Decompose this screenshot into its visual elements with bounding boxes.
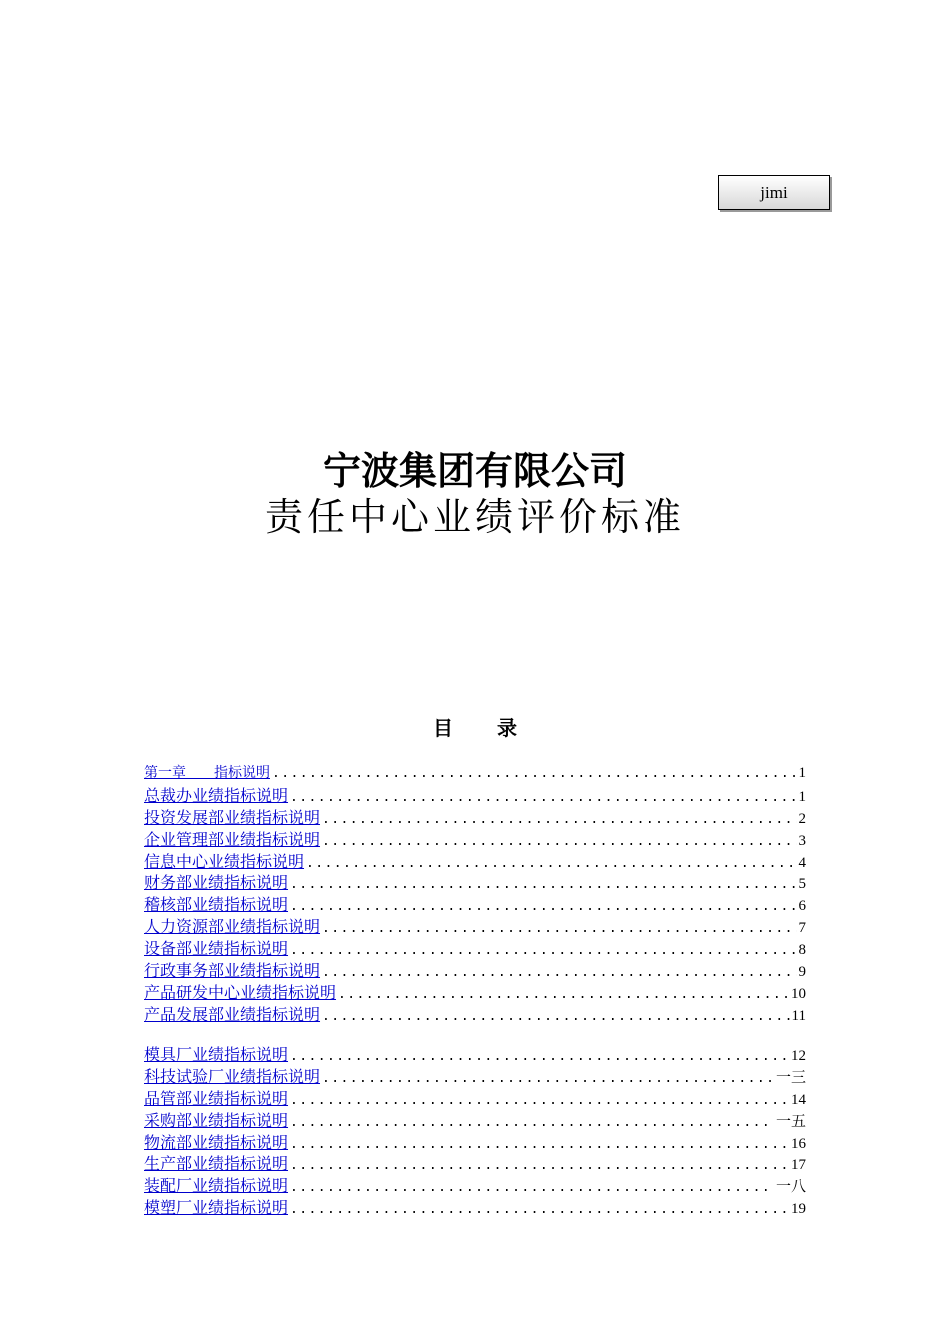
toc-dot-leader	[290, 1155, 789, 1177]
toc-dot-leader	[290, 940, 796, 962]
toc-entry-link[interactable]: 稽核部业绩指标说明	[144, 895, 289, 915]
toc-dot-leader	[290, 874, 796, 896]
toc-dot-leader	[290, 1046, 789, 1068]
toc-page-number: 9	[798, 964, 806, 981]
toc-entry-link[interactable]: 采购部业绩指标说明	[144, 1110, 289, 1130]
toc-entry[interactable]	[144, 872, 806, 894]
toc-dot-leader	[322, 831, 796, 853]
toc-entry[interactable]	[144, 1044, 806, 1066]
toc-entry-link[interactable]: 产品研发中心业绩指标说明	[144, 982, 337, 1002]
toc-entry[interactable]	[144, 938, 806, 960]
toc-entry[interactable]	[144, 982, 806, 1004]
toc-entry-link[interactable]: 行政事务部业绩指标说明	[144, 961, 321, 981]
toc-page-number: 12	[791, 1048, 806, 1064]
toc-entry[interactable]	[144, 785, 806, 807]
toc-entry[interactable]	[144, 1004, 806, 1026]
toc-entry-link[interactable]: 模具厂业绩指标说明	[144, 1045, 289, 1064]
toc-entry[interactable]	[144, 1066, 806, 1088]
toc-page-number: 1	[798, 788, 806, 805]
toc-entry[interactable]	[144, 1153, 806, 1175]
toc-entry[interactable]	[144, 1132, 806, 1154]
toc-entry-link[interactable]: 装配厂业绩指标说明	[144, 1176, 289, 1196]
toc-dot-leader	[290, 1177, 774, 1199]
toc-entry-link[interactable]: 第一章 指标说明	[144, 765, 270, 781]
toc-entry[interactable]	[144, 1110, 806, 1132]
toc-dot-leader	[290, 896, 796, 918]
toc-dot-leader	[322, 1068, 774, 1090]
toc-entry[interactable]	[144, 1175, 806, 1197]
toc-dot-leader	[306, 853, 796, 875]
toc-entry[interactable]	[144, 960, 806, 982]
toc-page-number: 7	[798, 920, 806, 937]
toc-entry[interactable]	[144, 894, 806, 916]
author-tag-box	[718, 175, 830, 210]
toc-entry-link[interactable]: 信息中心业绩指标说明	[144, 851, 305, 871]
toc-entry-link[interactable]: 产品发展部业绩指标说明	[144, 1004, 321, 1024]
toc-entry-link[interactable]: 人力资源部业绩指标说明	[144, 917, 321, 937]
toc-dot-leader	[290, 1090, 789, 1112]
toc-page-number: 4	[798, 854, 806, 871]
toc-heading: 目录	[433, 716, 561, 740]
toc-page-number: 6	[798, 898, 806, 915]
toc-page-number: 16	[791, 1135, 806, 1152]
toc-entry[interactable]	[144, 807, 806, 829]
company-title: 宁波集团有限公司	[322, 449, 627, 493]
toc-page-number: 1	[798, 765, 806, 781]
toc-page-number: 11	[791, 1007, 806, 1024]
toc-entry-link[interactable]: 企业管理部业绩指标说明	[144, 829, 321, 849]
toc-dot-leader	[322, 809, 796, 831]
toc-dot-leader	[322, 962, 796, 984]
toc-entry-link[interactable]: 品管部业绩指标说明	[144, 1088, 289, 1108]
toc-entry-link[interactable]: 生产部业绩指标说明	[144, 1154, 289, 1174]
toc-entry-link[interactable]: 投资发展部业绩指标说明	[144, 807, 321, 827]
toc-dot-leader	[290, 1112, 774, 1134]
toc-entry[interactable]	[144, 851, 806, 873]
toc-page-number: 一八	[775, 1179, 806, 1196]
toc-dot-leader	[338, 984, 789, 1006]
toc-list-group-a	[144, 763, 806, 1026]
toc-dot-leader	[290, 1199, 789, 1221]
toc-entry-link[interactable]: 科技试验厂业绩指标说明	[144, 1066, 321, 1086]
toc-dot-leader	[290, 787, 796, 809]
toc-entry[interactable]	[144, 916, 806, 938]
toc-page-number: 17	[791, 1157, 806, 1174]
toc-entry-link[interactable]: 总裁办业绩指标说明	[144, 785, 289, 805]
toc-dot-leader	[322, 1006, 790, 1028]
toc-page-number: 5	[798, 876, 806, 893]
toc-page-number: 10	[791, 985, 806, 1002]
toc-entry[interactable]	[144, 1088, 806, 1110]
toc-page-number: 19	[791, 1201, 806, 1218]
toc-page-number: 14	[791, 1091, 806, 1108]
toc-entry-link[interactable]: 物流部业绩指标说明	[144, 1132, 289, 1152]
toc-dot-leader	[290, 1134, 789, 1156]
toc-page-number: 一三	[775, 1069, 806, 1086]
document-subtitle: 责任中心业绩评价标准	[264, 495, 685, 539]
toc-entry-link[interactable]: 模塑厂业绩指标说明	[144, 1198, 289, 1218]
toc-page-number: 3	[798, 832, 806, 849]
toc-entry[interactable]	[144, 763, 806, 785]
author-tag-text: jimi	[760, 182, 788, 202]
toc-entry-link[interactable]: 设备部业绩指标说明	[144, 939, 289, 959]
toc-list-group-b	[144, 1044, 806, 1219]
toc-page-number: 一五	[775, 1113, 806, 1130]
toc-page-number: 2	[798, 810, 806, 827]
toc-page-number: 8	[798, 942, 806, 959]
toc-dot-leader	[272, 763, 797, 785]
toc-entry-link[interactable]: 财务部业绩指标说明	[144, 873, 289, 893]
toc-entry[interactable]	[144, 1197, 806, 1219]
toc-dot-leader	[322, 918, 796, 940]
toc-entry[interactable]	[144, 829, 806, 851]
